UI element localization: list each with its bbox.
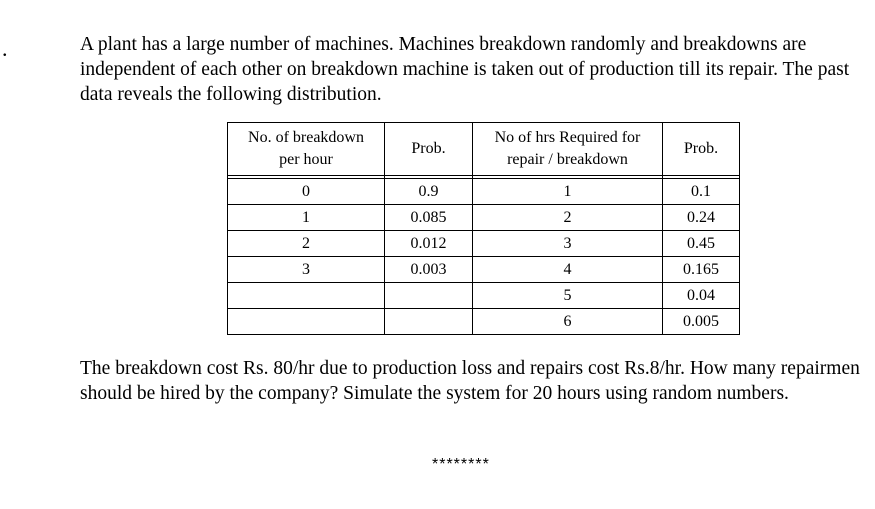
cell-breakdowns: 1: [228, 205, 385, 231]
cell-prob: 0.9: [385, 179, 473, 205]
problem-intro-paragraph: A plant has a large number of machines. Machines breakdown randomly and breakdowns are independent of each other on breakdown machine is taken out of production till its repair. The past data reveals the following distribution.: [80, 34, 850, 105]
cell-prob: 0.085: [385, 205, 473, 231]
table-row: [228, 205, 740, 231]
table-row: [228, 257, 740, 283]
header-repair-hours: [473, 123, 663, 176]
cell-hours: 4: [473, 257, 663, 283]
cell-hours: 5: [473, 283, 663, 309]
table-row: [228, 231, 740, 257]
cell-breakdowns: 3: [228, 257, 385, 283]
cell-hours-prob: 0.165: [663, 257, 740, 283]
cell-hours: 6: [473, 309, 663, 335]
table-row: [228, 283, 740, 309]
cell-hours-prob: 0.45: [663, 231, 740, 257]
table-header-row: [228, 123, 740, 176]
cell-breakdowns: 0: [228, 179, 385, 205]
header-prob-breakdowns: Prob.: [385, 123, 473, 176]
cell-hours: 2: [473, 205, 663, 231]
separator-stars: ********: [432, 456, 490, 473]
table-row: [228, 309, 740, 335]
header-repair-hours-line1: No of hrs Required for: [494, 129, 641, 146]
table-row: [228, 179, 740, 205]
bullet-mark: .: [2, 36, 8, 61]
cell-hours: 1: [473, 179, 663, 205]
question-paragraph: The breakdown cost Rs. 80/hr due to production loss and repairs cost Rs.8/hr. How many repairmen should be hired by the company? Simulate the system for 20 hours using random numbers.: [80, 358, 860, 404]
cell-hours-prob: 0.24: [663, 205, 740, 231]
header-breakdowns-per-hour: [228, 123, 385, 176]
cell-hours: 3: [473, 231, 663, 257]
header-repair-hours-line2: repair / breakdown: [507, 151, 628, 168]
cell-prob: [385, 283, 473, 309]
cell-breakdowns: [228, 283, 385, 309]
cell-hours-prob: 0.04: [663, 283, 740, 309]
cell-hours-prob: 0.005: [663, 309, 740, 335]
cell-prob: [385, 309, 473, 335]
header-prob-repair: Prob.: [663, 123, 740, 176]
cell-breakdowns: [228, 309, 385, 335]
header-breakdowns-line1: No. of breakdown: [248, 129, 364, 146]
cell-prob: 0.003: [385, 257, 473, 283]
cell-hours-prob: 0.1: [663, 179, 740, 205]
distribution-table: [227, 122, 740, 335]
cell-breakdowns: 2: [228, 231, 385, 257]
header-breakdowns-line2: per hour: [279, 151, 333, 168]
cell-prob: 0.012: [385, 231, 473, 257]
